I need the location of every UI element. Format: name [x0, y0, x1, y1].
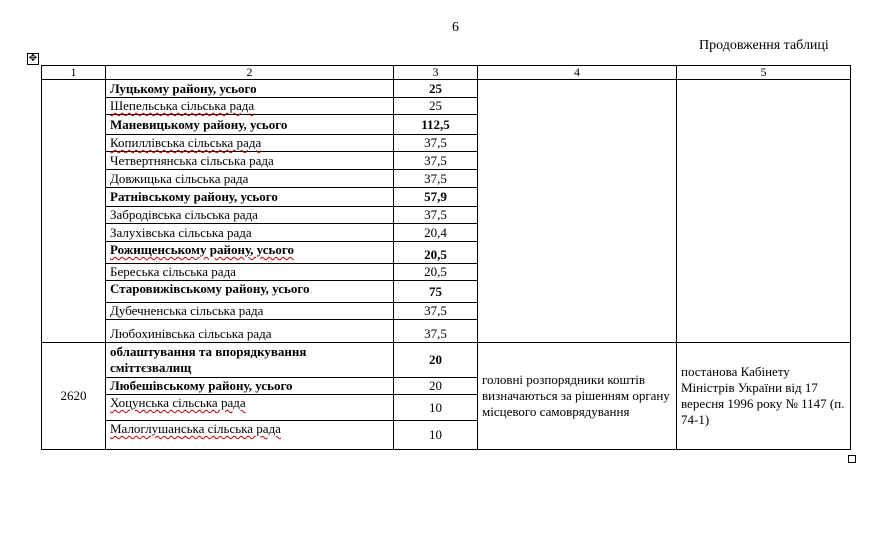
- column-header: 4: [478, 66, 677, 80]
- district-total-name: Луцькому району, усього: [106, 80, 394, 98]
- column-header: 3: [394, 66, 478, 80]
- table-row: [42, 80, 851, 98]
- section-row: [42, 343, 851, 378]
- council-name: Любохинівська сільська рада: [106, 320, 394, 343]
- section-title-value: 20: [394, 343, 478, 378]
- section-code: 2620: [42, 343, 106, 450]
- council-value: 20,4: [394, 224, 478, 242]
- council-name: Береська сільська рада: [106, 264, 394, 281]
- council-name: Дубечненська сільська рада: [106, 303, 394, 320]
- column-header: 1: [42, 66, 106, 80]
- district-total-value: 112,5: [394, 115, 478, 135]
- district-total-value: 20,5: [394, 242, 478, 264]
- empty-col4-cell: [478, 80, 677, 343]
- table-move-handle-icon[interactable]: ✥: [28, 53, 38, 64]
- district-total-value: 25: [394, 80, 478, 98]
- council-name: Забродівська сільська рада: [106, 207, 394, 224]
- legal-basis-note: постанова Кабінету Міністрів України від 17 вересня 1996 року № 1147 (п. 74-1): [677, 343, 851, 450]
- page-number: 6: [452, 20, 459, 35]
- council-value: 37,5: [394, 207, 478, 224]
- council-name: Шепельська сільська рада: [106, 98, 394, 115]
- council-value: 10: [394, 395, 478, 421]
- continuation-label: Продовження таблиці: [699, 38, 829, 53]
- council-name: Малоглушанська сільська рада: [106, 421, 394, 450]
- header-row: [42, 66, 851, 80]
- council-value: 10: [394, 421, 478, 450]
- district-total-name: Любешівському району, усього: [106, 378, 394, 395]
- budget-table: [41, 65, 851, 450]
- district-total-value: 20: [394, 378, 478, 395]
- council-value: 37,5: [394, 303, 478, 320]
- district-total-name: Рожищенському району, усього: [106, 242, 394, 264]
- council-value: 25: [394, 98, 478, 115]
- district-total-name: Маневицькому району, усього: [106, 115, 394, 135]
- council-name: Залухівська сільська рада: [106, 224, 394, 242]
- district-total-value: 57,9: [394, 188, 478, 207]
- responsible-note: головні розпорядники коштів визначаються за рішенням органу місцевого самоврядування: [478, 343, 677, 450]
- council-value: 37,5: [394, 152, 478, 170]
- council-value: 20,5: [394, 264, 478, 281]
- empty-col5-cell: [677, 80, 851, 343]
- table-resize-handle[interactable]: [848, 455, 856, 463]
- column-header: 2: [106, 66, 394, 80]
- council-name: Четвертнянська сільська рада: [106, 152, 394, 170]
- council-value: 37,5: [394, 320, 478, 343]
- council-name: Довжицька сільська рада: [106, 170, 394, 188]
- council-name: Хоцунська сільська рада: [106, 395, 394, 421]
- district-total-value: 75: [394, 281, 478, 303]
- empty-code-cell: [42, 80, 106, 343]
- council-name: Копиллівська сільська рада: [106, 135, 394, 152]
- district-total-name: Ратнівському району, усього: [106, 188, 394, 207]
- council-value: 37,5: [394, 135, 478, 152]
- council-value: 37,5: [394, 170, 478, 188]
- section-title: облаштування та впорядкування сміттєзвалищ: [106, 343, 394, 378]
- district-total-name: Старовижівському району, усього: [106, 281, 394, 303]
- column-header: 5: [677, 66, 851, 80]
